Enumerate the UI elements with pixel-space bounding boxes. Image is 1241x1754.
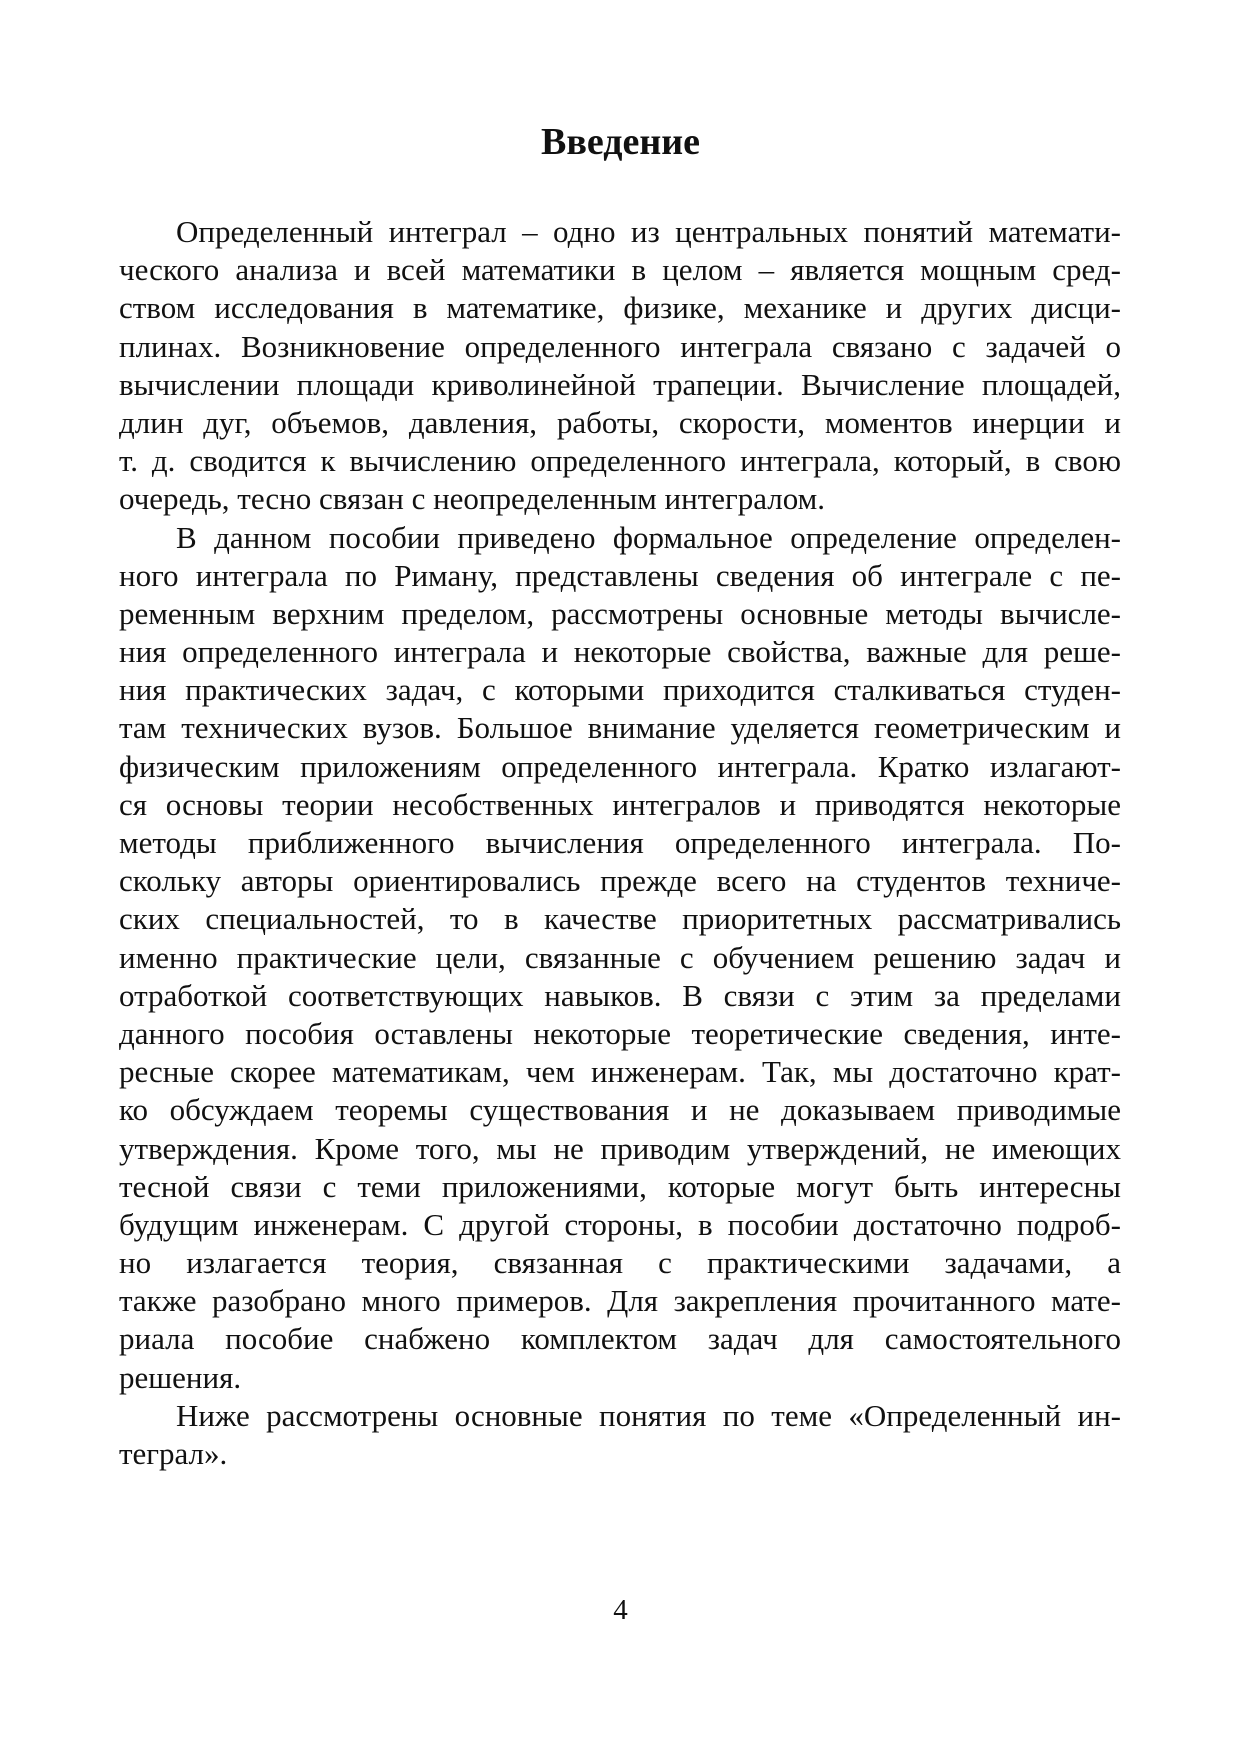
text-line: методы приближенного вычисления определенного интеграла. По- (119, 825, 1121, 860)
text-line: также разобрано много примеров. Для закрепления прочитанного мате- (119, 1283, 1121, 1319)
paragraph (119, 519, 1121, 1397)
text-line: отработкой соответствующих навыков. В связи с этим за пределами (119, 977, 1121, 1013)
text-line: плинах. Возникновение определенного интеграла связано с задачей о (119, 328, 1121, 364)
text-line: вычислении площади криволинейной трапеции. Вычисление площадей, (119, 366, 1121, 402)
page-title: Введение (541, 121, 700, 163)
text-line: ресные скорее математикам, чем инженерам. Так, мы достаточно крат- (119, 1054, 1121, 1090)
text-line: решения. (119, 1359, 242, 1395)
text-line: В данном пособии приведено формальное определение определен- (176, 519, 1121, 555)
text-line: риала пособие снабжено комплектом задач для самостоятельного (119, 1321, 1121, 1357)
body-text (119, 213, 1121, 1473)
text-line: ния определенного интеграла и некоторые свойства, важные для реше- (119, 634, 1121, 670)
text-line: но излагается теория, связанная с практическими задачами, а (119, 1245, 1121, 1281)
text-line: тесной связи с теми приложениями, которые могут быть интересны (119, 1168, 1121, 1204)
paragraph (119, 213, 1121, 519)
text-line: Ниже рассмотрены основные понятия по теме «Определенный ин- (176, 1397, 1121, 1433)
text-line: очередь, тесно связан с неопределенным интегралом. (119, 481, 825, 517)
text-line: ного интеграла по Риману, представлены сведения об интеграле с пе- (119, 557, 1121, 593)
text-line: ством исследования в математике, физике, механике и других дисци- (119, 290, 1121, 326)
text-line: Определенный интеграл – одно из центральных понятий математи- (176, 214, 1121, 249)
text-line: теграл». (119, 1436, 228, 1471)
text-line: данного пособия оставлены некоторые теоретические сведения, инте- (119, 1015, 1121, 1051)
text-line: т. д. сводится к вычислению определенного интеграла, который, в свою (119, 443, 1121, 479)
text-line: длин дуг, объемов, давления, работы, скорости, моментов инерции и (119, 404, 1121, 440)
text-line: ческого анализа и всей математики в целом – является мощным сред- (119, 252, 1121, 288)
text-line: ко обсуждаем теоремы существования и не доказываем приводимые (119, 1092, 1121, 1128)
text-line: физическим приложениям определенного интеграла. Кратко излагают- (119, 748, 1121, 784)
text-line: ременным верхним пределом, рассмотрены основные методы вычисле- (119, 595, 1121, 631)
page-number: 4 (613, 1594, 628, 1626)
text-line: ских специальностей, то в качестве приоритетных рассматривались (119, 901, 1121, 937)
text-line: именно практические цели, связанные с обучением решению задач и (119, 939, 1121, 975)
text-line: будущим инженерам. С другой стороны, в пособии достаточно подроб- (119, 1206, 1121, 1242)
text-line: там технических вузов. Большое внимание уделяется геометрическим и (119, 710, 1121, 746)
text-line: скольку авторы ориентировались прежде всего на студентов техниче- (119, 863, 1121, 899)
text-line: ся основы теории несобственных интегралов и приводятся некоторые (119, 786, 1121, 822)
paragraph (119, 1397, 1121, 1473)
text-line: ния практических задач, с которыми приходится сталкиваться студен- (119, 672, 1121, 708)
text-line: утверждения. Кроме того, мы не приводим утверждений, не имеющих (119, 1130, 1121, 1166)
